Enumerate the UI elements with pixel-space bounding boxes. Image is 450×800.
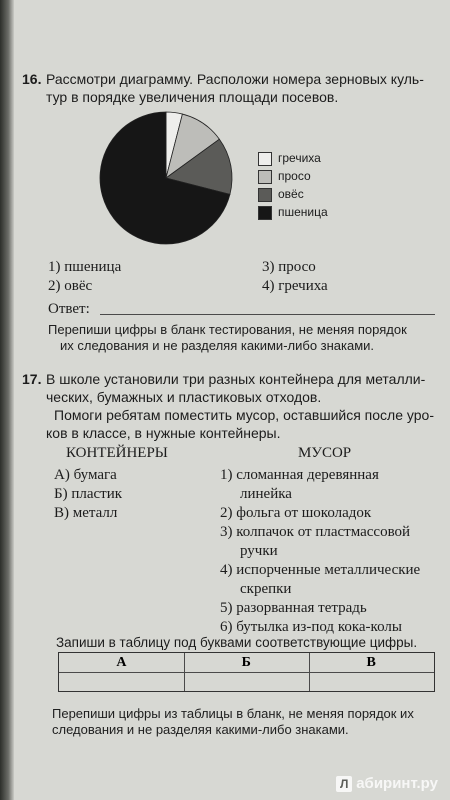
table-col-divider-1	[184, 653, 185, 691]
q16-option-2: 2) овёс	[48, 278, 93, 294]
table-header-a: А	[116, 655, 127, 670]
q16-note-line2: их следования и не разделяя какими-либо знаками.	[60, 338, 375, 353]
table-instruction: Запиши в таблицу под буквами соответствующие цифры.	[56, 635, 418, 650]
watermark	[336, 775, 438, 792]
q16-number: 16.	[22, 71, 42, 87]
containers-title: КОНТЕЙНЕРЫ	[66, 445, 168, 461]
trash-item-1-cont: линейка	[240, 486, 292, 502]
legend-label-oves: овёс	[278, 187, 304, 201]
trash-item-1: 1) сломанная деревянная	[220, 467, 379, 483]
trash-item-4: 4) испорченные металлические	[220, 562, 421, 578]
q17-number: 17.	[22, 371, 42, 387]
legend-swatch-proso	[258, 170, 272, 184]
q17-p1-line2: ческих, бумажных и пластиковых отходов.	[46, 389, 322, 405]
q17-p2-line1: Помоги ребятам поместить мусор, оставшийся после уро-	[54, 407, 434, 423]
q16-option-4: 4) гречиха	[262, 278, 328, 294]
q16-option-3: 3) просо	[262, 259, 316, 275]
table-row-divider	[59, 672, 434, 673]
table-col-divider-2	[309, 653, 310, 691]
trash-title: МУСОР	[298, 445, 352, 461]
legend-label-proso: просо	[278, 169, 311, 183]
legend-swatch-oves	[258, 188, 272, 202]
legend-swatch-pshenitsa	[258, 206, 272, 220]
q16-answer-label: Ответ:	[48, 301, 90, 317]
container-b: Б) пластик	[54, 486, 123, 502]
q17-note-line1: Перепиши цифры из таблицы в бланк, не меняя порядок их	[52, 706, 414, 721]
q16-answer-line[interactable]	[100, 314, 435, 315]
container-a: А) бумага	[54, 467, 117, 483]
q16-prompt-line2: тур в порядке увеличения площади посевов.	[46, 89, 339, 105]
answer-table	[58, 652, 435, 692]
table-header-b: Б	[241, 655, 251, 670]
q17-p1-line1: В школе установили три разных контейнера для металли-	[46, 371, 426, 387]
trash-item-6: 6) бутылка из-под кока-колы	[220, 619, 402, 635]
trash-item-3-cont: ручки	[240, 543, 278, 559]
legend-label-grechikha: гречиха	[278, 151, 321, 165]
container-v: В) металл	[54, 505, 118, 521]
q16-note-line1: Перепиши цифры в бланк тестирования, не меняя порядок	[48, 322, 407, 337]
trash-item-3: 3) колпачок от пластмассовой	[220, 524, 411, 540]
legend-label-pshenitsa: пшеница	[278, 205, 328, 219]
table-header-v: В	[366, 655, 376, 670]
trash-item-5: 5) разорванная тетрадь	[220, 600, 367, 616]
pie-chart	[84, 108, 244, 248]
q17-note-line2: следования и не разделяя какими-либо знаками.	[52, 722, 349, 737]
labirint-logo-icon: Л	[336, 776, 352, 792]
watermark-text: абиринт.ру	[356, 775, 438, 792]
q16-option-1: 1) пшеница	[48, 259, 122, 275]
q17-p2-line2: ков в классе, в нужные контейнеры.	[46, 425, 281, 441]
trash-item-4-cont: скрепки	[240, 581, 292, 597]
page-binding-edge	[0, 0, 14, 800]
legend-swatch-grechikha	[258, 152, 272, 166]
trash-item-2: 2) фольга от шоколадок	[220, 505, 372, 521]
q16-prompt-line1: Рассмотри диаграмму. Расположи номера зерновых куль-	[46, 71, 424, 87]
